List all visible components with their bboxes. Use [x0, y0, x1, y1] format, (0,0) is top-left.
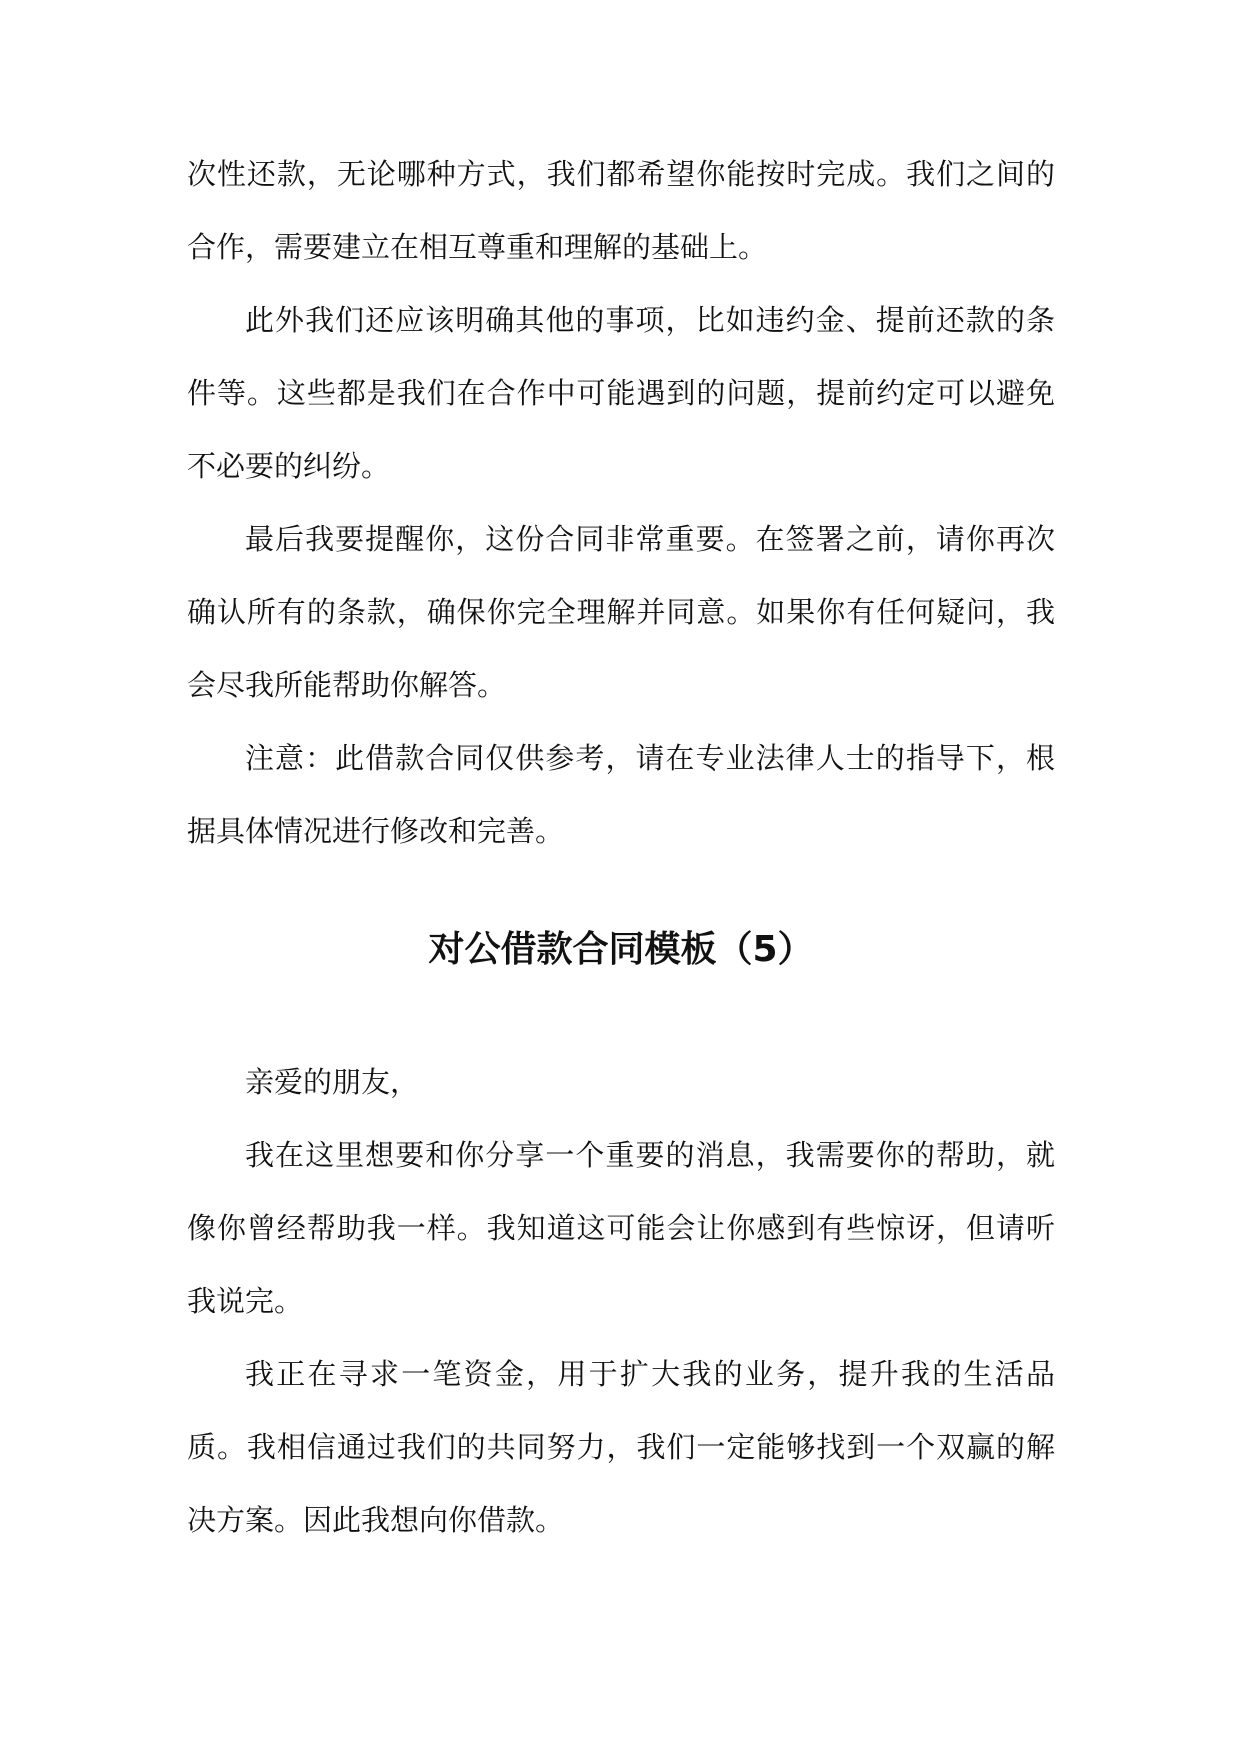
paragraph-seeking-funds: 我正在寻求一笔资金，用于扩大我的业务，提升我的生活品质。我相信通过我们的共同努力，我们一定能够找到一个双赢的解决方案。因此我想向你借款。: [187, 1357, 1055, 1537]
paragraph-note: 注意：此借款合同仅供参考，请在专业法律人士的指导下，根据具体情况进行修改和完善。: [187, 741, 1055, 848]
paragraph-greeting: 亲爱的朋友，: [245, 1065, 420, 1099]
paragraph-repayment: 次性还款，无论哪种方式，我们都希望你能按时完成。我们之间的合作，需要建立在相互尊重和理解的基础上。: [187, 157, 1055, 264]
paragraph-reminder: 最后我要提醒你，这份合同非常重要。在签署之前，请你再次确认所有的条款，确保你完全理解并同意。如果你有任何疑问，我会尽我所能帮助你解答。: [187, 522, 1055, 702]
paragraph-request-help: 我在这里想要和你分享一个重要的消息，我需要你的帮助，就像你曾经帮助我一样。我知道这可能会让你感到有些惊讶，但请听我说完。: [187, 1138, 1055, 1318]
paragraph-other-terms: 此外我们还应该明确其他的事项，比如违约金、提前还款的条件等。这些都是我们在合作中可能遇到的问题，提前约定可以避免不必要的纠纷。: [187, 303, 1055, 483]
document-body: [187, 138, 1055, 1557]
section-title: 对公借款合同模板（5）: [428, 929, 814, 970]
